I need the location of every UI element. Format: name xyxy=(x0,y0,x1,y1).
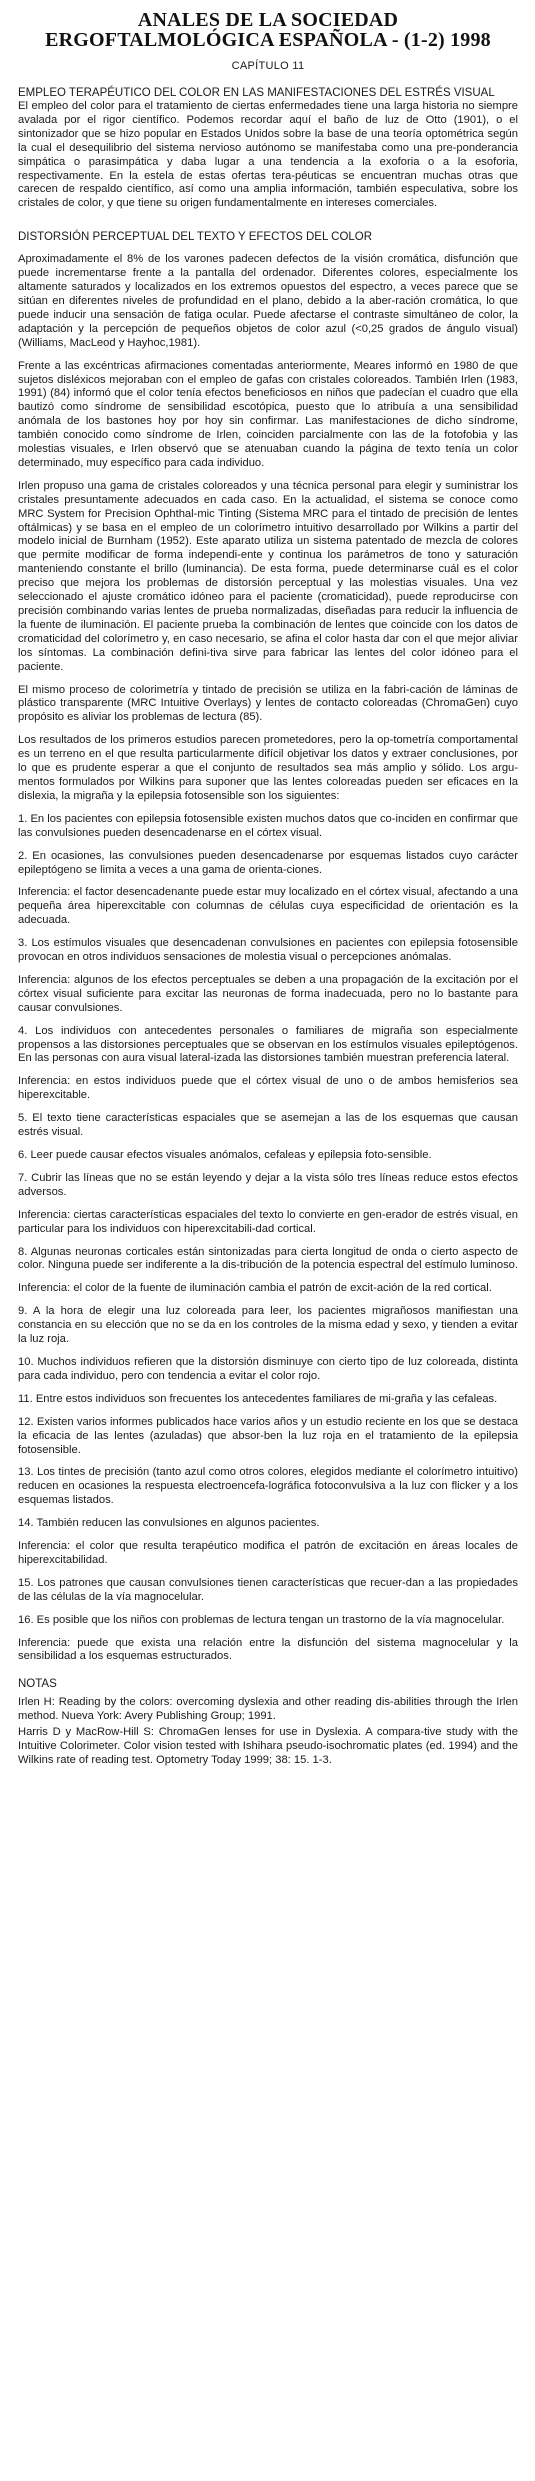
paragraph: Inferencia: el color de la fuente de iluminación cambia el patrón de excit-ación de la red cortical. xyxy=(18,1282,492,1295)
paragraph: 4. Los individuos con antecedentes personales o familiares de migraña son especialmente propensos a las distorsiones perceptuales que se observan en los estímulos visuales epileptógenos. En las personas con aura visual lateral-izada las distorsiones también muestran preferencia lateral. xyxy=(18,1024,518,1065)
paragraph: El mismo proceso de colorimetría y tintado de precisión se utiliza en la fabri-cación de láminas de plástico transparente (MRC Intuitive Overlays) y lentes de contacto coloreadas (ChromaGen) cuyo propósito es aliviar los problemas de lectura (85). xyxy=(18,683,518,724)
notes-heading: NOTAS xyxy=(18,1678,57,1691)
paragraph: Aproximadamente el 8% de los varones padecen defectos de la visión cromática, disfunción que puede incrementarse frente a la pantalla del ordenador. Diferentes colores, especialmente los altamente saturados y localizados en los extremos opuestos del espectro, a veces parece que se sitúan en diferentes niveles de profundidad en el plano, debido a la aber-ración cromática, lo que puede inducir una sensación de fatiga ocular. Puede afectarse el contraste simultáneo de color, la adaptación y la percepción de pequeños objetos de color azul (<0,25 grados de ángulo visual) (Williams, MacLeod y Hayhoc,1981). xyxy=(18,253,518,349)
section-color-therapy xyxy=(18,86,518,211)
paragraph: 2. En ocasiones, las convulsiones pueden desencadenarse por esquemas listados cuyo carácter epileptógeno se limita a veces a una gama de orienta-ciones. xyxy=(18,849,518,876)
paragraph: Inferencia: ciertas características espaciales del texto lo convierte en gen-erador de estrés visual, en particular para los individuos con hiperexcitabili-dad cortical. xyxy=(18,1208,518,1235)
section-heading: EMPLEO TERAPÉUTICO DEL COLOR EN LAS MANIFESTACIONES DEL ESTRÉS VISUAL xyxy=(18,87,495,99)
paragraph: 11. Entre estos individuos son frecuentes los antecedentes familiares de mi-graña y las cefaleas. xyxy=(18,1392,498,1405)
paragraph: 6. Leer puede causar efectos visuales anómalos, cefaleas y epilepsia foto-sensible. xyxy=(18,1149,432,1161)
paragraph: Los resultados de los primeros estudios parecen prometedores, pero la op-tometría comportamental es un terreno en el que resulta particularmente difícil objetivar los datos y extraer conclusiones, por lo que es prudente esperar a que el conjunto de resultados sea más amplio y sólido. Los argu-mentos formulados por Wilkins para suponer que las lentes coloreadas pueden ser eficaces en la dislexia, la migraña y la epilepsia fotosensible son los siguientes: xyxy=(18,734,518,802)
paragraph: Inferencia: el color que resulta terapéutico modifica el patrón de excitación en áreas locales de hiperexcitabilidad. xyxy=(18,1540,518,1566)
paragraph: 13. Los tintes de precisión (tanto azul como otros colores, elegidos mediante el colorímetro intuitivo) reducen en ocasiones la respuesta electroencefa-lográfica fotoconvulsiva a la luz con flicker y a los esquemas listados. xyxy=(18,1466,518,1507)
paragraph: Inferencia: puede que exista una relación entre la disfunción del sistema magnocelular y la sensibilidad a los esquemas estructurados. xyxy=(18,1636,518,1663)
paragraph: 3. Los estímulos visuales que desencadenan convulsiones en pacientes con epilepsia fotosensible provocan en otros individuos sensaciones de molestia visual o percepciones anómalas. xyxy=(18,937,518,964)
journal-title-line-2: ERGOFTALMOLÓGICA ESPAÑOLA - (1-2) 1998 xyxy=(45,29,491,51)
paragraph: 9. A la hora de elegir una luz coloreada para leer, los pacientes migrañosos manifiestan una constancia en su elección que no se da en los controles de la misma edad y sexo, y tienden a evitar la luz roja. xyxy=(18,1305,518,1346)
paragraph: 7. Cubrir las líneas que no se están leyendo y dejar a la vista sólo tres líneas reduce estos efectos adversos. xyxy=(18,1171,518,1198)
paragraph: Inferencia: el factor desencadenante puede estar muy localizado en el córtex visual, afectando a una pequeña área hiperexcitable con columnas de células cuya especificidad de orientación es la adecuada. xyxy=(18,886,518,927)
paragraph: 10. Muchos individuos refieren que la distorsión disminuye con cierto tipo de luz coloreada, distinta para cada individuo, pero con tendencia a evitar el color rojo. xyxy=(18,1355,518,1382)
paragraph: 1. En los pacientes con epilepsia fotosensible existen muchos datos que co-inciden en confirmar que las convulsiones pueden desencadenarse en el córtex visual. xyxy=(18,812,519,839)
chapter-label: CAPÍTULO 11 xyxy=(231,60,305,72)
paragraph: 8. Algunas neuronas corticales están sintonizadas para cierta longitud de onda o cierto aspecto de color. Ninguna puede ser indiferente a la dis-tribución de la potencia espectral del estímulo luminoso. xyxy=(18,1245,519,1272)
section-body xyxy=(18,253,518,1664)
section-body xyxy=(18,100,518,211)
section-perceptual-distortion xyxy=(18,230,518,1664)
paragraph: 5. El texto tiene características espaciales que se asemejan a las de los esquemas que causan estrés visual. xyxy=(18,1112,518,1139)
paragraph: Frente a las excéntricas afirmaciones comentadas anteriormente, Meares informó en 1980 de que sujetos disléxicos mejoraban con el empleo de gafas con cristales coloreados. También Irlen (1983, 1991) (84) informó que el color tenía efectos beneficiosos en niños que padecían el cuadro que ella bautizó como síndrome de sensibilidad escotópica, puesto que lo atribuía a una sensibilidad anómala de los bastones hoy por hoy sin confirmar. Las manifestaciones de dicho síndrome, también conocido como síndrome de Irlen, coinciden parcialmente con las de la fotofobia y las molestias visuales, e Irlen observó que se atenuaban cuando la página de texto tenía un color determinado, muy específico para cada individuo. xyxy=(18,359,518,469)
notes-list xyxy=(18,1696,518,1768)
notes-section xyxy=(18,1678,518,1768)
section-heading: DISTORSIÓN PERCEPTUAL DEL TEXTO Y EFECTOS DEL COLOR xyxy=(18,231,373,244)
note-item: Harris D y MacRow-Hill S: ChromaGen lenses for use in Dyslexia. A compara-tive study with the Intuitive Colorimeter. Color vision tested with Ishihara pseudo-isochromatic plates (ed. 1994) and the Wilkins rate of reading test. Optometry Today 1999; 38: 15. 1-3. xyxy=(18,1726,518,1766)
paragraph: Inferencia: algunos de los efectos perceptuales se deben a una propagación de la excitación por el córtex visual suficiente para excitar las neuronas de forma inadecuada, pero no lo bastante para causar convulsiones. xyxy=(18,973,518,1014)
note-item: Irlen H: Reading by the colors: overcoming dyslexia and other reading dis-abilities through the Irlen method. Nueva York: Avery Publishing Group; 1991. xyxy=(18,1696,518,1723)
paragraph: 14. También reducen las convulsiones en algunos pacientes. xyxy=(18,1517,320,1530)
paragraph: 16. Es posible que los niños con problemas de lectura tengan un trastorno de la vía magnocelular. xyxy=(18,1613,505,1626)
paragraph: El empleo del color para el tratamiento de ciertas enfermedades tiene una larga historia no siempre avalada por el rigor científico. Podemos recordar aquí el baño de luz de Otto (1901), o el sintonizador que se hizo popular en Estados Unidos sobre la base de una teoría optométrica según la cual el desequilibrio del sistema nervioso autónomo se manifestaba como una pre-ponderancia simpática o parasimpática y daba lugar a una tendencia a la exoforia o a la esoforia, respectivamente. En la estela de estas ofertas tera-péuticas se encuentran muchas otras que carecen de respaldo científico, así como una amplia información, también especulativa, sobre los cristales de color, y que tiene su origen fundamentalmente en intereses comerciales. xyxy=(18,100,518,210)
journal-title-line-1: ANALES DE LA SOCIEDAD xyxy=(137,9,399,31)
paragraph: Inferencia: en estos individuos puede que el córtex visual de uno o de ambos hemisferios sea hiperexcitable. xyxy=(18,1075,518,1102)
journal-title xyxy=(18,10,518,50)
paragraph: 15. Los patrones que causan convulsiones tienen características que recuer-dan a las propiedades de las células de la vía magnocelular. xyxy=(18,1576,518,1603)
paragraph: Irlen propuso una gama de cristales coloreados y una técnica personal para elegir y suministrar los cristales presuntamente adecuados en cada caso. En la actualidad, el sistema se conoce como MRC System for Precision Ophthal-mic Tinting (Sistema MRC para el tintado de precisión de lentes oftálmicas) y se basa en el empleo de un colorímetro intuitivo desarrollado por Wilkins a partir del modelo inicial de Burnham (1952). Este aparato utiliza un sistema patentado de mezcla de colores que permite modificar de forma independi-ente y continua los parámetros de tono y saturación manteniendo constante el brillo (luminancia). De esta forma, puede determinarse cuál es el color preciso que mejora los problemas de distorsión perceptual y las molestias visuales. Una vez seleccionado el ajuste cromático idóneo para el paciente (cromaticidad), puede reproducirse con precisión combinando varias lentes de prueba normalizadas, diseñadas para reducir la influencia de la fuente de iluminación. El paciente prueba la combinación de lentes que coincide con los datos de cromaticidad del colorímetro y, en caso necesario, se afina el color hasta dar con el que mejor aliviar los síntomas. La combinación defini-tiva sirve para fabricar las lentes del color idóneo para el paciente. xyxy=(18,479,518,673)
document-page xyxy=(18,10,518,1770)
paragraph: 12. Existen varios informes publicados hace varios años y un estudio reciente en los que se destaca la eficacia de las lentes (azuladas) que absor-ben la luz roja en el tratamiento de la epilepsia fotosensible. xyxy=(18,1415,518,1456)
